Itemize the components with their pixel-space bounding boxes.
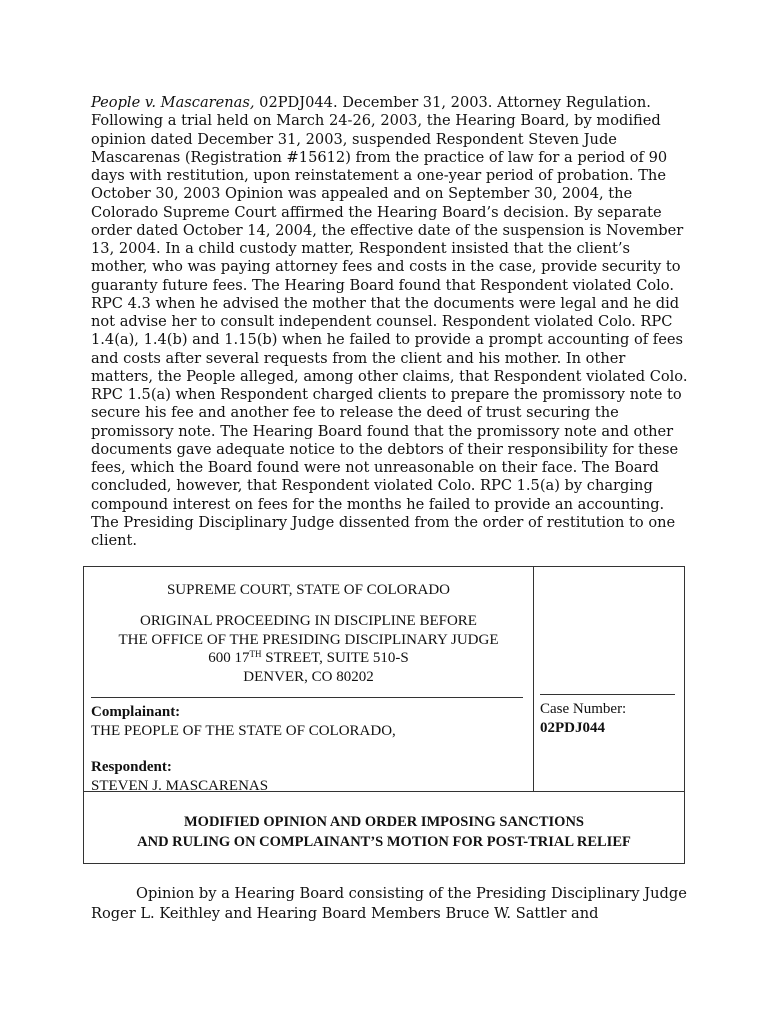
caption-divider-left [91, 697, 523, 698]
opinion-paragraph [91, 884, 691, 924]
court-city: DENVER, CO 80202 [243, 668, 374, 685]
document-title-line-1: MODIFIED OPINION AND ORDER IMPOSING SANCTIONS [184, 814, 584, 830]
case-number-value: 02PDJ044 [540, 719, 605, 736]
case-number-label: Case Number: [540, 701, 627, 717]
proceeding-heading [84, 612, 533, 686]
respondent-name: STEVEN J. MASCARENAS [91, 777, 269, 794]
court-name: SUPREME COURT, STATE OF COLORADO [166, 582, 451, 598]
document-title [84, 812, 684, 852]
address-number: 600 17 [208, 650, 250, 667]
case-number-block [540, 700, 680, 737]
address-superscript: TH [249, 649, 262, 660]
case-summary-text: 02PDJ044. December 31, 2003. Attorney Regulation. Following a trial held on March 24-26, 2003, the Hearing Board, by modified opinion dated December 31, 2003, suspended Respondent Steven Jude Mascarenas (Registration #15612) from the practice of law for a period of 90 days with restitution, upon reinstatement a one-year period of probation. The October 30, 2003 Opinion was appealed and on September 30, 2004, the Colorado Supreme Court affirmed the Hearing Board’s decision. By separate order dated October 14, 2004, the effective date of the suspension is November 13, 2004. In a child custody matter, Respondent insisted that the client’s mother, who was paying attorney fees and costs in the case, provide security to guaranty future fees. The Hearing Board found that Respondent violated Colo. RPC 4.3 when he advised the mother that the documents were legal and he did not advise her to consult independent counsel. Respondent violated Colo. RPC 1.4(a), 1.4(b) and 1.15(b) when he failed to provide a prompt accounting of fees and costs after several requests from the client and his mother. In other matters, the People alleged, among other claims, that Respondent violated Colo. RPC 1.5(a) when Respondent charged clients to prepare the promissory note to secure his fee and another fee to release the deed of trust securing the promissory note. The Hearing Board found that the promissory note and other documents gave adequate notice to the debtors of their responsibility for these fees, which the Board found were not unreasonable on their face. The Board concluded, however, that Respondent violated Colo. RPC 1.5(a) by charging compound interest on fees for the months he failed to provide an accounting. The Presiding Disciplinary Judge dissented from the order of restitution to one client. [91, 94, 688, 549]
proceeding-line-2: THE OFFICE OF THE PRESIDING DISCIPLINARY JUDGE [118, 631, 499, 648]
court-address [84, 649, 533, 668]
caption-divider-right [540, 694, 675, 695]
case-summary-paragraph [91, 94, 691, 550]
case-name: People v. Mascarenas, [91, 94, 255, 111]
parties-block [91, 703, 531, 795]
proceeding-line-1: ORIGINAL PROCEEDING IN DISCIPLINE BEFORE [140, 613, 477, 629]
complainant-label: Complainant: [91, 704, 181, 720]
address-street: STREET, SUITE 510-S [261, 650, 409, 667]
complainant-name: THE PEOPLE OF THE STATE OF COLORADO, [91, 722, 396, 739]
document-title-row [84, 791, 684, 864]
document-title-line-2: AND RULING ON COMPLAINANT’S MOTION FOR POST-TRIAL RELIEF [137, 834, 631, 850]
respondent-label: Respondent: [91, 759, 172, 776]
caption-left-cell [84, 567, 534, 794]
opinion-text: Opinion by a Hearing Board consisting of the Presiding Disciplinary Judge Roger L. Keithley and Hearing Board Members Bruce W. Sattler and [91, 885, 687, 922]
case-caption-box [83, 566, 685, 864]
